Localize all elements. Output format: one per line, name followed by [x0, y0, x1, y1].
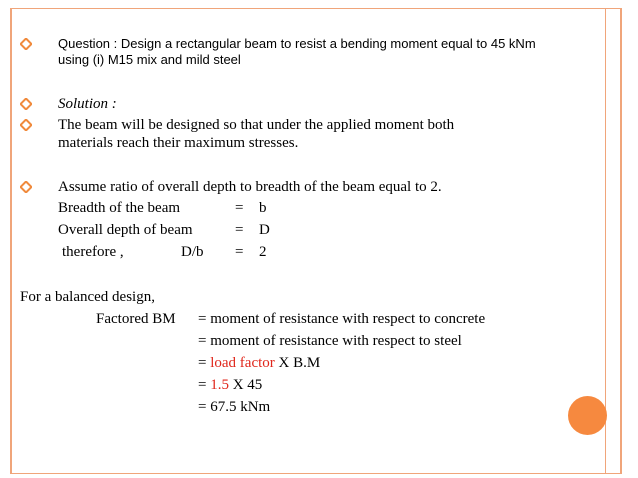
definition-label: Overall depth of beam	[58, 222, 193, 238]
slide-frame	[10, 8, 622, 474]
intro-line-1: The beam will be designed so that under the applied moment both	[58, 117, 455, 133]
intro-line-2: materials reach their maximum stresses.	[58, 135, 299, 151]
bm-term: X B.M	[274, 355, 321, 371]
equation-line-2: = moment of resistance with respect to steel	[198, 333, 462, 349]
factored-bm-label: Factored BM	[96, 311, 176, 327]
definition-label: Breadth of the beam	[58, 200, 181, 216]
load-factor-value-highlight: 1.5	[210, 377, 229, 393]
equals-sign: =	[198, 377, 211, 393]
equation-line-4	[198, 376, 262, 394]
bullet-icon	[20, 38, 32, 50]
bullet-icon	[20, 98, 32, 110]
equals-sign: =	[198, 355, 211, 371]
right-vertical-rule	[605, 8, 606, 474]
bullet-icon	[20, 181, 32, 193]
equation-line-1: = moment of resistance with respect to concrete	[198, 311, 486, 327]
balanced-design-heading: For a balanced design,	[20, 289, 155, 305]
definition-equals: =	[235, 222, 244, 238]
definition-equals: =	[235, 244, 244, 260]
question-line-1: Question : Design a rectangular beam to resist a bending moment equal to 45 kNm	[58, 36, 536, 51]
ratio-label: D/b	[181, 244, 204, 260]
definition-value: 2	[259, 244, 267, 260]
question-line-2: using (i) M15 mix and mild steel	[58, 52, 241, 67]
definition-value: D	[259, 222, 270, 238]
definition-label: therefore ,	[62, 244, 124, 260]
definition-value: b	[259, 200, 267, 216]
assume-text: Assume ratio of overall depth to breadth of the beam equal to 2.	[58, 179, 442, 195]
solution-label: Solution :	[58, 96, 117, 112]
load-factor-highlight: load factor	[210, 355, 275, 371]
bullet-icon	[20, 119, 32, 131]
definition-equals: =	[235, 200, 244, 216]
equation-line-3	[198, 354, 320, 372]
moment-term: X 45	[228, 377, 263, 393]
orange-circle-decoration	[568, 396, 607, 435]
equation-line-5: = 67.5 kNm	[198, 399, 271, 415]
